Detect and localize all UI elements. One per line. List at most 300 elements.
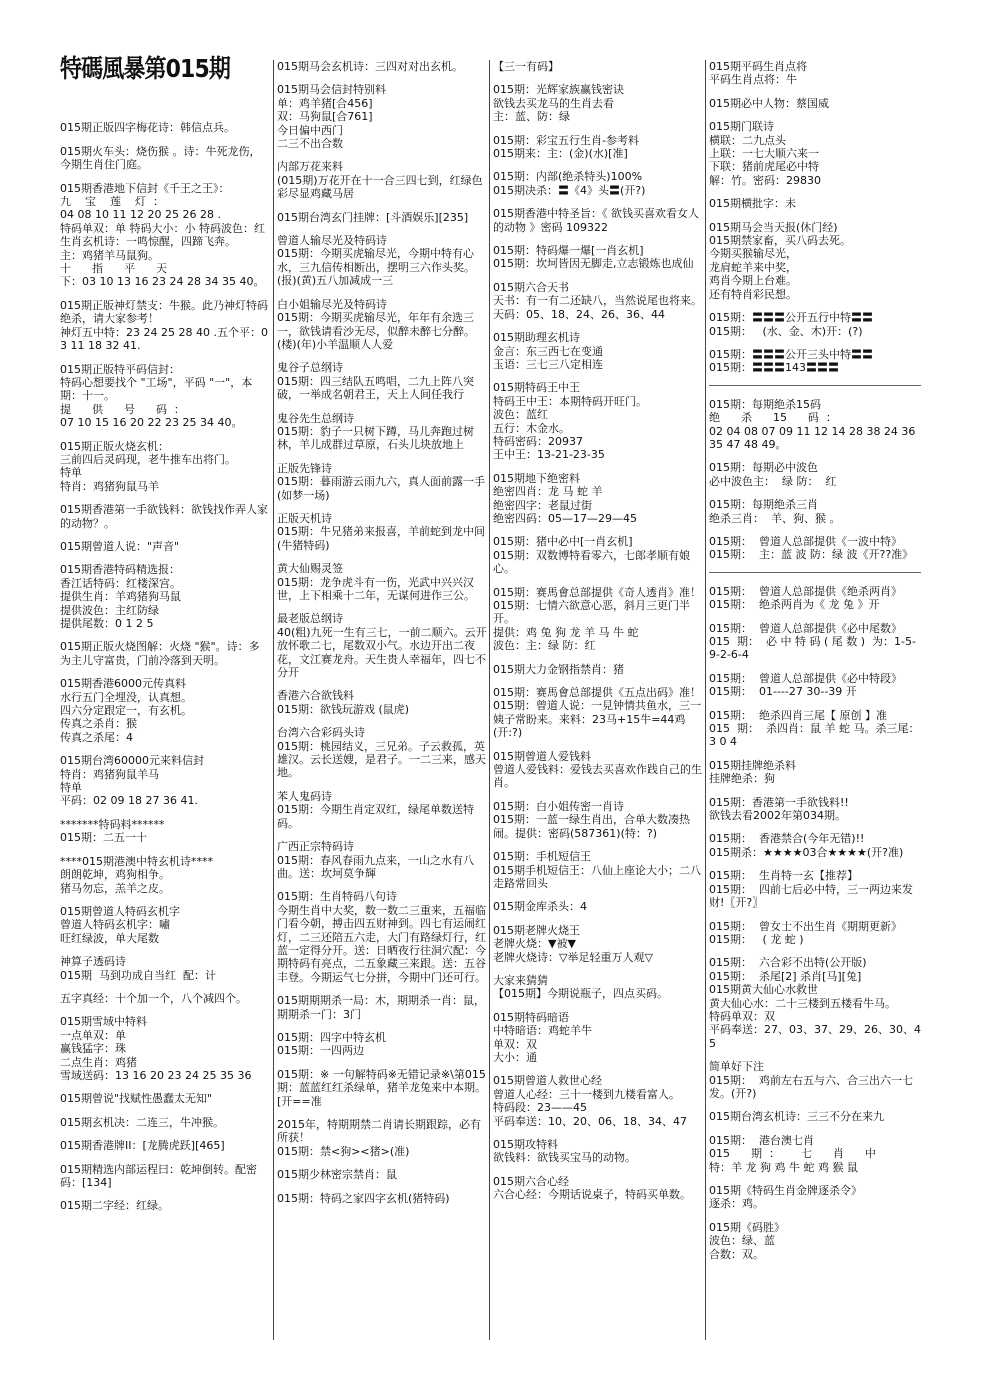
text-line: 合数：双。 [709,1247,764,1261]
text-line: 绝密四肖：龙 马 蛇 羊 [493,485,603,499]
text-block [709,1060,921,1100]
text-block [493,170,703,197]
text-line: 单：鸡羊猪[合456] [277,96,373,110]
text-block [277,412,487,452]
text-line: 015期：牛兄猪弟来报喜，羊前蛇到龙中间(牛猪特码) [277,525,485,552]
text-block [277,60,487,73]
text-block [277,298,487,352]
text-block [60,818,270,845]
text-line: 015期：特码之家四字玄机(猪特码) [277,1191,450,1205]
text-line: 黄大仙赐灵签 [277,562,343,576]
section-divider [709,385,921,386]
text-line: 四六分定跟定一，有玄机。 [60,704,192,718]
text-line: 欲钱料：欲钱买宝马的动物。 [493,1151,636,1165]
text-line: 特：羊 龙 狗 鸡 牛 蛇 鸡 猴 鼠 [709,1160,858,1174]
text-block [60,955,270,982]
text-block [277,512,487,552]
text-line: 广西正宗特码诗 [277,840,354,854]
text-block [709,759,921,786]
text-block [277,689,487,716]
text-block [493,1138,703,1165]
text-line: 特码单双：单 特码大小：小 特码波色：红 [60,221,265,235]
text-line: 015期：生肖特码八句诗 [277,890,397,904]
text-block [493,1011,703,1065]
text-block [709,398,921,452]
text-block [709,1134,921,1174]
text-line: 绝杀三肖： 羊、狗、猴 。 [709,511,841,525]
text-block [60,1092,270,1105]
text-block [60,754,270,808]
text-block [709,672,921,699]
text-block [277,1068,487,1108]
text-line: 015期正版四字梅花诗：韩信点兵。 [60,121,235,135]
text-line: 015期马会信封特别料 [277,83,386,97]
text-block [709,1221,921,1261]
text-line: 015期：今期生肖定双红，绿尾单数送特码。 [277,803,474,830]
text-line: 特单 [60,466,82,480]
text-block [277,840,487,880]
text-line: 015期：一四两边 [277,1044,364,1058]
text-line: 九 宝 莲 灯 ： [60,195,164,209]
text-block [493,850,703,890]
text-line: *******特码料****** [60,817,165,831]
text-line: 015期门联诗 [709,120,774,134]
text-line: 015期：龙争虎斗有一伤，光武中兴兴汉世，上下相乘十二年，无谋何进作三公。 [277,575,475,602]
text-block [277,234,487,288]
text-line: 015期：特码爆一爆[一肖玄机] [493,244,644,258]
text-line: 015期火车头：烧伤猴 。诗：牛死龙伤， [60,144,261,158]
text-line: 上联：一七大顺六来一 [709,147,819,161]
text-block [709,348,921,375]
text-block [60,992,270,1005]
text-line: 【015期】今期说瓶子，四点买码。 [493,987,668,1001]
text-line: 传真之杀尾：4 [60,730,133,744]
text-line: 鸡肖今期上台难。 [709,274,797,288]
text-line: 平码奉送：10、20、06、18、34、47 [493,1114,687,1128]
text-line: 老牌火烧诗：▽举足轻重万人观▽ [493,950,653,964]
text-block [493,83,703,123]
text-block [493,381,703,461]
text-line: 五行：木金水。 [493,421,570,435]
text-line: 绝 杀 15 码 ： [709,411,837,425]
text-block [60,1199,270,1212]
text-block [709,1110,921,1123]
text-block [709,498,921,525]
text-line: 六合心经：今期话说桌子，特码买单数。 [493,1188,691,1202]
text-line: 015期：一蓝一绿生肖出，合单大数凑热闹。提供：密码(587361)(特：?) [493,813,690,840]
text-line: 015期： 鸡前左右五与六、合三出六一七发。(开?) [709,1073,913,1100]
text-line: 横联：二九点头 [709,133,786,147]
text-line: 015期精选内部运程曰：乾坤倒转。配密码：[134] [60,1162,257,1189]
text-line: 大小：通 [493,1050,537,1064]
text-block [277,726,487,780]
text-line: 主：鸡猪羊马鼠狗。 [60,248,159,262]
text-block [709,709,921,749]
text-line: 015期：彩宝五行生肖-参考料 [493,133,639,147]
text-block [60,503,270,530]
text-line: 最老版总纲诗 [277,612,343,626]
text-line: 015期： ( 龙 蛇 ) [709,932,804,946]
text-line: 015期六合心经 [493,1174,569,1188]
text-line: 015期：内部(绝杀特头)100% [493,170,643,184]
text-line: 特单 [60,781,82,795]
text-line: 今期生肖中大奖，数一数二三重来，五福临门看今朝，搏击四五财神到。四七有运闹红灯，二三还陪五六走，大门有路绿灯行，红蓝一定得分开。送：日晒夜行往洞穴配：今期特码有亮点，二五象藏三来跟。送：五谷丰登。今期运气七分拼，今期中门还可行。 [277,903,486,984]
text-line: 015期少林密宗禁肖：鼠 [277,1168,397,1182]
text-line: 015期： 香港禁合(今年无错)!! [709,832,865,846]
text-line: 015期： (水、金、木)开：(?) [709,324,863,338]
text-line: 水行五门全埋没，认真想。 [60,690,192,704]
text-line: 015期：〓〓〓公开三头中特〓〓 [709,347,873,361]
page-title: 特碼風暴第015期 [60,54,231,83]
text-line: 015期： 曾道人总部提供《必中特段》 [709,671,902,685]
text-line: 015期：欲钱玩游戏 (鼠虎) [277,702,410,716]
column-3 [493,60,703,1212]
text-line: 必中波色主： 绿 防： 红 [709,474,837,488]
text-line: 欲钱去买龙马的生肖去看 [493,96,614,110]
text-block [493,134,703,161]
text-block [277,612,487,679]
text-line: 平码生肖点将：牛 [709,73,797,87]
text-line: 015期地下绝密料 [493,471,580,485]
text-line: 015期：二五一十 [60,831,147,845]
text-line: 015期：赛馬會总部提供《五点出码》准！ [493,686,701,700]
text-line: 大家来猜猜 [493,973,548,987]
column-divider [705,60,706,1340]
text-line: 015期：每期必中波色 [709,461,818,475]
text-line: 单双：双 [493,1037,537,1051]
text-block [709,585,921,612]
text-line: 今日偏中西门 [277,123,343,137]
text-block [277,790,487,830]
text-line: 015期助理玄机诗 [493,331,580,345]
text-line: 015期：今期买虎输尽光，今期中特有心水，三九信传相断出，摆明三六作头奖。(报)(黄)五八加减成一三 [277,247,475,288]
text-block [60,563,270,630]
text-line: 中特暗语：鸡蛇羊牛 [493,1024,592,1038]
text-line: 015期杀：★★★★03合★★★★(开?准) [709,845,904,859]
text-line: 015 期： 必 中 特 码 ( 尾 数 ) 为：1-5-9-2-6-4 [709,635,916,662]
text-line: 波色：蓝红 [493,408,548,422]
text-line: 015期：禁<狗><猪>(准) [277,1144,410,1158]
text-line: 双：马狗鼠[合761] [277,110,373,124]
text-line: 015期：坎坷皆因无脚走,立志锻炼也成仙 [493,257,694,271]
text-line: 白小姐输尽光及特码诗 [277,297,387,311]
text-block [60,1015,270,1082]
text-block [709,832,921,859]
text-line: 015期《码胜》 [709,1220,785,1234]
text-line: 015期香港第一手欲钱料：欲钱找作弄人家的动物？。 [60,503,268,530]
text-block [493,1074,703,1128]
text-block [277,562,487,602]
text-line: 015期： 四前七后必中特，三一两边来发财!〖开?〗 [709,882,913,910]
text-block [709,796,921,823]
text-line: 波色：主：绿 防：红 [493,639,596,653]
text-line: 015期挂牌绝杀料 [709,758,796,772]
text-line: 015期 马到功成自当红 配：计 [60,968,216,982]
text-line: 平码：02 09 18 27 36 41. [60,794,198,808]
text-block [277,361,487,401]
text-block [277,890,487,984]
text-line: 015期：白小姐传密一肖诗 [493,799,624,813]
text-line: 015期台湾玄门挂牌：[斗酒娱乐][235] [277,210,469,224]
text-block [709,461,921,488]
text-line: 挂牌绝杀：狗 [709,772,775,786]
text-block [60,1116,270,1129]
text-line: 015期： 生肖特一玄【推荐】 [709,869,858,883]
text-line: 龙肩蛇羊来中奖， [709,260,797,274]
text-line: 提供生肖：羊鸡猪狗马鼠 [60,590,181,604]
text-line: 015期马会玄机诗：三四对对出玄机。 [277,60,463,73]
text-line: 04 08 10 11 12 20 25 26 28 . [60,208,221,222]
text-line: 015期：猪中必中[一肖玄机] [493,535,633,549]
text-block [493,924,703,964]
text-line: 015 期： 杀四肖：鼠 羊 蛇 马。杀三尾：3 0 4 [709,722,920,749]
text-line: 提供波色：主红防绿 [60,603,159,617]
text-line: 提供：鸡 兔 狗 龙 羊 马 牛 蛇 [493,625,639,639]
text-line: 鬼谷先生总纲诗 [277,411,354,425]
text-line: 传真之杀肖：猴 [60,717,137,731]
text-line: 生肖玄机诗：一鸣惊醒，四蹄飞奔。 [60,235,236,249]
text-line: 015期：赛馬會总部提供《奇人透肖》准！ [493,585,701,599]
text-line: 015期： 曾道人总部提供《绝杀两肖》 [709,584,902,598]
text-block [277,211,487,224]
text-block [277,1192,487,1205]
text-block [277,1118,487,1158]
text-line: 015期曾说"找赋性愚蠢太无知" [60,1092,213,1106]
text-line: 015期：〓〓〓公开五行中特〓〓 [709,311,873,325]
text-line: 特码王中王：本期特码开旺门。 [493,394,647,408]
text-block [277,994,487,1021]
text-line: 015期： 曾道人总部提供《一波中特》 [709,534,902,548]
text-block [60,121,270,134]
text-line: 015期： 港台澳七肖 [709,1133,814,1147]
text-line: 主：蓝、防：绿 [493,110,570,124]
text-line: 简单好下注 [709,1060,764,1074]
text-block [60,299,270,353]
text-line: 神灯五中特：23 24 25 28 40 .五个平：03 11 18 32 41. [60,325,268,353]
column-divider [489,60,490,1340]
text-line: 特肖：鸡猪狗鼠羊马 [60,767,159,781]
text-block [493,686,703,740]
text-block [493,586,703,653]
text-block [493,800,703,840]
text-line: 015期：今期买虎输尽光，年年有余选三一，欲钱请看沙无尽，似醉未醉七分醉。(楼)(年)小羊温顺人人爱 [277,311,475,351]
text-line: 黄大仙心水：二十三楼到五楼看牛马。 [709,996,896,1010]
text-line: 015期大力金钢指禁肖：猪 [493,662,624,676]
text-block [493,750,703,790]
text-line: 015期横批字：未 [709,197,796,211]
text-line: 015期《特码生肖金牌逐杀令》 [709,1184,862,1197]
text-line: 015期：〓〓〓143〓〓〓 [709,361,839,375]
text-line: 015期手机短信王：八仙上座论大小；二八走路常回头 [493,863,701,890]
text-line: 十 指 平 天 [60,262,167,276]
text-line: 015期六合天书 [493,280,569,294]
text-line: 015期：每期绝杀三肖 [709,498,818,512]
text-line: 015期正版火烧玄机： [60,439,169,453]
text-line: 一点单双：单 [60,1028,126,1042]
text-block [709,869,921,909]
text-line: 015期：双数博特看零六，七郎孝顺有娘心。 [493,548,690,576]
text-line: 还有特肖彩民想。 [709,287,797,301]
text-block [60,1139,270,1152]
text-line: 特码段：23——45 [493,1101,587,1115]
text-line: 015期正版特平码信封： [60,362,180,376]
text-line: 【三一有码】 [493,60,559,73]
text-line: 015期曾道人说："声音" [60,539,180,553]
text-line: 绝密四字：老鼠过街 [493,498,592,512]
text-line: (015期)万花开在十一合三四七到，红绿色彩尽显鸡藏马居 [277,173,483,201]
text-line: 015期老牌火烧王 [493,923,580,937]
text-line: 天书：有一有二还缺八，当然说尾也将来。 [493,294,702,308]
text-block [709,920,921,947]
text-block [493,244,703,271]
text-line: 特肖：鸡猪狗鼠马羊 [60,479,159,493]
text-line: 曾道人输尽光及特码诗 [277,234,387,248]
text-line: 015期：春风春雨九点来，一山之水有八曲。送：坎坷莫争輝 [277,853,474,880]
text-block [277,83,487,150]
text-line: 赢钱猛字：珠 [60,1042,126,1056]
text-line: 提 供 号 码 ： [60,402,185,416]
text-line: 015期金库杀头：4 [493,900,587,914]
text-block [493,207,703,234]
column-4 [709,60,921,1271]
text-line: 特码单双：双 [709,1009,775,1023]
text-block [60,640,270,667]
text-line: 015期香港地下信封《千王之王》： [60,181,230,195]
text-line: 提供尾数：0 1 2 5 [60,617,154,630]
text-line: 015期正版神灯禁支：牛猴。此乃神灯特码绝杀，请大家参考！ [60,298,268,326]
text-line: 015期决杀：〓《4》头〓(开?) [493,183,646,197]
text-line: 015期：四三结队五鸣唱，二九上阵八突破，一举成名朝君王，天上人间任我行 [277,374,474,402]
text-block [709,197,921,210]
text-line: 欲钱去看2002年第034期。 [709,809,846,823]
text-block [60,182,270,289]
text-line: 下联：猪前虎尾必中特 [709,160,819,174]
text-block [60,363,270,430]
text-line: 015期香港中特圣旨：《 欲钱买喜欢看女人的动物 》密码 109322 [493,207,699,234]
column-2 [277,60,487,1215]
column-divider [273,60,274,1340]
text-block [493,900,703,913]
text-block [60,1163,270,1190]
text-line: 朗朗乾坤，鸡狗相争。 [60,868,170,882]
text-line: 二三不出合数 [277,137,343,151]
text-block [60,905,270,945]
text-block [709,956,921,1050]
text-block [493,472,703,526]
text-line: 015期：四字中特玄机 [277,1030,386,1044]
text-line: 015期： 杀尾[2] 杀肖[马][兔] [709,969,862,983]
text-line: 曾道人心经：三十一楼到九楼看富人。 [493,1087,680,1101]
text-line: 015期曾道人救世心经 [493,1074,602,1088]
text-line: 015期马会当天报(休门经) [709,220,838,234]
text-block [493,974,703,1001]
text-line: 015期： 曾女士不出生肖《期期更新》 [709,919,902,933]
text-line: 内部万花来料 [277,160,343,174]
text-line: 015期平码生肖点将 [709,60,807,73]
text-block [277,1031,487,1058]
text-line: 正版先锋诗 [277,461,332,475]
text-line: 老牌火烧：▼被▼ [493,937,576,951]
text-line: 二点生肖：鸡猪 [60,1055,137,1069]
text-line: 015期：桃园结义，三兄弟。子云救孤，英雄汉。云长送嫂，是君子。一二三来，感天地。 [277,739,486,780]
text-line: 015期： 绝杀四肖三尾【 原创 】准 [709,708,887,722]
text-line: 40(粗)九死一生有三七，一前二顺六。云开放怀歌二七，尾数双小气。水边开出二夜花，文江赛龙舟。天生贵人幸福年，四七不分开 [277,625,487,680]
text-line: 解：竹。密码：29830 [709,173,821,187]
text-line: 015期：光辉家族赢钱密诀 [493,83,624,97]
text-line: 015期： 绝杀两肖为《 龙 兔 》开 [709,598,880,612]
text-line: 015期：每期绝杀15码 [709,397,821,411]
text-line: 015期： 01----27 30--39 开 [709,685,857,699]
text-line: 015期香港特码精选报： [60,563,180,577]
text-block [60,855,270,895]
text-block [493,281,703,321]
text-line: ****015期港澳中特玄机诗**** [60,854,213,868]
text-line: 金言：东三西七在变通 [493,344,603,358]
text-block [709,221,921,301]
text-line: 015期雪域中特料 [60,1015,147,1029]
text-line: 旺红绿波，单大尾数 [60,931,159,945]
text-block [277,462,487,502]
text-line: 特码密码：20937 [493,434,583,448]
text-line: 015期期期杀一局：木，期期杀一肖：鼠，期期杀一门：3门 [277,994,485,1021]
text-line: 015期黄大仙心水救世 [709,983,818,997]
text-line: 015期禁家畜，买八码去死。 [709,234,851,248]
text-block [709,1184,921,1211]
text-block [60,145,270,172]
text-line: 015期台湾60000元来料信封 [60,754,204,768]
text-line: 波色：绿、蓝 [709,1234,775,1248]
text-block [709,97,921,110]
text-line: 雪域送码：13 16 20 23 24 25 35 36 [60,1068,252,1082]
text-line: 正版天机诗 [277,511,332,525]
text-line: 015期特码王中王 [493,381,580,395]
text-block [493,331,703,371]
text-line: 神算子透码诗 [60,955,126,969]
text-line: 015期香港6000元传真料 [60,677,186,691]
text-block [709,60,921,87]
text-block [709,120,921,187]
text-line: 015 期 ： 七 肖 中 [709,1147,876,1161]
text-line: 鬼谷子总纲诗 [277,361,343,375]
text-line: 015期特码暗语 [493,1010,569,1024]
text-line: 玉语：三七三八定相连 [493,357,603,371]
text-line: 天码：05、18、24、26、36、44 [493,307,665,321]
text-line: 015期：曾道人说：一見钟情共鱼水，三一姨子常盼来。来料：23马+15牛=44鸡(开:?) [493,699,701,740]
text-line: 015期：暮雨游云雨九六，真人面前露一手(如梦一场) [277,475,485,502]
text-line: 王中王：13-21-23-35 [493,448,605,462]
text-block [493,1175,703,1202]
text-line: 下：03 10 13 16 23 24 28 34 35 40。 [60,275,265,289]
text-block [277,160,487,200]
text-line: 今期生肖住门庭。 [60,158,148,172]
text-line: 015期台湾玄机诗：三三不分在来九 [709,1110,884,1124]
text-line: 015期正版火烧图解：火烧 "猴"。诗：多为主儿守富贵，门前冷落到天明。 [60,640,260,667]
text-line: 015期曾道人特码玄机字 [60,904,180,918]
text-line: 香江话特码：红楼深宫。 [60,576,181,590]
text-line: 香港六合欲钱料 [277,689,354,703]
text-block [60,540,270,553]
text-line: 台湾六合彩码头诗 [277,726,365,740]
text-line: 02 04 08 07 09 11 12 14 28 38 24 36 35 47 48 49。 [709,424,919,451]
text-line: 今期买猴输尽光， [709,247,797,261]
column-1 [60,54,270,1223]
text-block [709,622,921,662]
text-line: 015期： 主：蓝 波 防：绿 波《开??准》 [709,548,914,562]
text-line: 015期： 曾道人总部提供《必中尾数》 [709,621,902,635]
text-block [277,1168,487,1181]
text-line: 曾道人爱钱料：爱钱去买喜欢作践自己的生肖。 [493,763,702,790]
text-line: 015期曾道人爱钱料 [493,749,591,763]
